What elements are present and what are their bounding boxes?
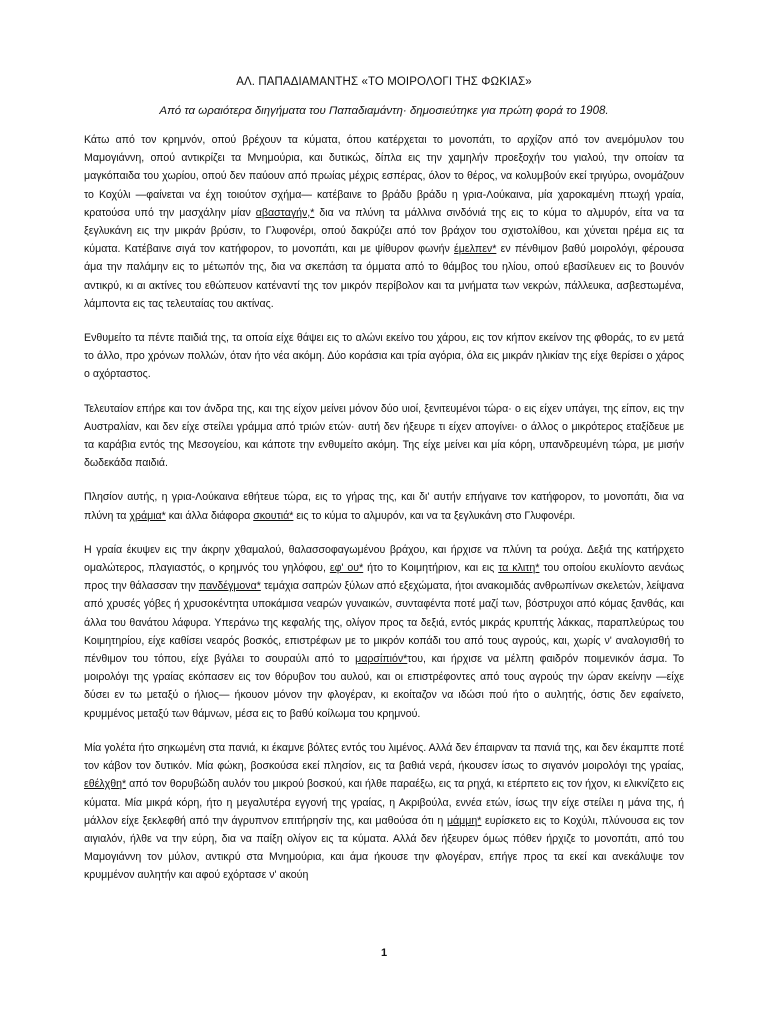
glossary-term: μαρσίπιόν* — [355, 653, 408, 666]
document-title: ΑΛ. ΠΑΠΑΔΙΑΜΑΝΤΗΣ «ΤΟ ΜΟΙΡΟΛΟΓΙ ΤΗΣ ΦΩΚΙΑΣ» — [236, 76, 532, 88]
page-number: 1 — [380, 947, 388, 959]
glossary-term: τα κλιτη* — [498, 562, 540, 575]
paragraph-text: τεμάχια σαπρών ξύλων από εξεχώματα, ήτοι ανακομιδάς ανθρωπίνων σκελετών, λείψανα από χρυσές γόβες ή χρυσοκέντητα υποκάμισα νεαρών γυναικών, συνταφέντα ποτέ μαζί των, βόστρυχοι από κόμας ξανθάς, και άλλα του θανάτου λάφυρα. Υπεράνω της κεφαλής της, ολίγον προς τα δεξιά, εντός μικράς κρυπτής λάκκας, παραπλεύρως του Κοιμητηρίου, είχε καθίσει νεαρός βοσκός, επιστρέφων με το μικρόν κοπάδι του από τους αγρούς, και, χωρίς ν' αναλογισθή το πένθιμον του τόπου, είχε βγάλει το σουραύλι από το — [84, 580, 684, 666]
glossary-term: εφ' ου* — [329, 562, 364, 575]
paragraph — [84, 541, 684, 723]
paragraph-text: και άλλα διάφορα — [165, 509, 254, 522]
glossary-term: έμελπεν* — [454, 243, 497, 256]
paragraph-text: του, και ήρχισε να μέλπη φαιδρόν ποιμενικόν άσμα. Το μοιρολόγι της γραίας εκόπασεν εις τον θόρυβον του αυλού, και οι επιστρέφοντες από τους αγρούς την ώραν εκείνην —είχε δύσει εν τω μεταξύ ο ήλιος— ήκουον μόνον την φλογέραν, κι εκοίταζον να ιδώσι πού ήτο ο αυλητής, όστις δεν εφαίνετο, κρυμμένος μεταξύ των θάμνων, μέσα εις το βαθύ κοίλωμα του κρημνού. — [84, 653, 684, 720]
paragraph-text: εις το κύμα το αλμυρόν, και να τα ξεγλυκάνη στο Γλυφονέρι. — [293, 509, 576, 522]
glossary-term: εθέλχθη* — [84, 778, 127, 791]
paragraph — [84, 329, 684, 384]
paragraph — [84, 488, 684, 524]
glossary-term: χράμια* — [129, 509, 166, 522]
paragraph-text: Ενθυμείτο τα πέντε παιδιά της, τα οποία είχε θάψει εις το αλώνι εκείνο του χάρου, εις τον κήπον εκείνον της φθοράς, το εν μετά το άλλο, προ χρόνων πολλών, όταν ήτο νέα ακόμη. Δύο κοράσια και τρία αγόρια, όλα εις μικράν ηλικίαν της είχε θερίσει ο χάρος ο αχόρταστος. — [84, 332, 684, 381]
document-subtitle: Από τα ωραιότερα διηγήματα του Παπαδιαμάντη· δημοσιεύτηκε για πρώτη φορά το 1908. — [159, 105, 609, 117]
paragraph — [84, 131, 684, 313]
glossary-term: μάμμη* — [446, 814, 482, 827]
paragraph-text: δια να πλύνη τα μάλλινα σινδόνιά της εις το κύμα το αλμυρόν, είτα να τα ξεγλυκάνη εις την μικράν βρύσιν, το Γλυφονέρι, οπού δακρύζει από τον βράχον του σχιστολίθου, και χύνεται ηρέμα εις τα κύματα. Κατέβαινε σιγά τον κατήφορον, το μονοπάτι, και με ψίθυρον φωνήν — [84, 206, 684, 256]
paragraph — [84, 739, 684, 885]
paragraph-text: Πλησίον αυτής, η γρια-Λούκαινα εθήτευε τώρα, εις το γήρας της, και δι' αυτήν επήγαινε τον κατήφορον, το μονοπάτι, δια να πλύνη τα — [84, 491, 684, 522]
paragraph-text: Κάτω από τον κρημνόν, οπού βρέχουν τα κύματα, όπου κατέρχεται το μονοπάτι, το αρχίζον από τον ανεμόμυλον του Μαμογιάννη, οπού αντικρίζει τα Μνημούρια, και δυτικώς, δίπλα εις την χαμηλήν προεξοχήν του γιαλού, την οποίαν τα μαγκόπαιδα του χωρίου, οπού δεν παύουν από πρωίας μέχρις εσπέρας, όλον το θέρος, να κολυμβούν εκεί τριγύρω, ονομάζουν το Κοχύλι —φαίνεται να έχη τοιούτον σχήμα— κατέβαινε το βράδυ βράδυ η γρια-Λούκαινα, μία χαροκαμένη πτωχή γραία, κρατούσα υπό την μασχάλην μίαν — [84, 134, 684, 219]
paragraph-text: του οποίου εκυλίοντο αενάως προς την θάλασσαν την — [84, 562, 684, 593]
paragraph-text: Η γραία έκυψεν εις την άκρην χθαμαλού, θαλασσοφαγωμένου βράχου, και ήρχισε να πλύνη τα ρούχα. Δεξιά της κατήρχετο ομαλώτερος, πλαγιαστός, ο κρημνός του γηλόφου, — [84, 543, 684, 575]
paragraph-text: Μία γολέτα ήτο σηκωμένη στα πανιά, κι έκαμνε βόλτες εντός του λιμένος. Αλλά δεν έπαιρναν τα πανιά της, και δεν έκαμπτε ποτέ τον κάβον τον δυτικόν. Μία φώκη, βοσκούσα εκεί πλησίον, εις τα βαθιά νερά, ήκουσεν ίσως το σιγανόν μοιρολόγι της γραίας, — [84, 741, 684, 773]
paragraph-text: ήτο το Κοιμητήριον, και εις — [363, 562, 499, 575]
glossary-term: αβασταγήν,* — [255, 206, 315, 219]
glossary-term: σκουτιά* — [253, 509, 294, 522]
glossary-term: πανδέγμονα* — [198, 580, 261, 593]
paragraph-text: εν πένθιμον βαθύ μοιρολόγι, φέρουσα άμα την παλάμην εις το μέτωπόν της, δια να σκεπάση τα όμματα από το θάμβος του ηλίου, οπού εβασίλευεν εις το βουνόν αντικρύ, κι αι ακτίνες του εθώπευον κατέναντί της τον μικρόν περίβολον και τα μνήματα των νεκρών, πάλλευκα, ασβεστωμένα, λάμποντα εις τας τελευταίας του ακτίνας. — [84, 243, 684, 310]
paragraph-text: από τον θορυβώδη αυλόν του μικρού βοσκού, και ήλθε παραέξω, εις τα ρηχά, κι ετέρπετο εις τον ήχον, κι ελικνίζετο εις κύματα. Μία μικρά κόρη, ήτο η μεγαλυτέρα εγγονή της γραίας, η Ακριβούλα, εννέα ετών, ίσως την είχε στείλει η μάνα της, ή μάλλον είχε ξεκλεφθή από την άγρυπνον επιτήρησίν της, και μαθούσα ότι η — [84, 778, 684, 827]
paragraph-text: Τελευταίον επήρε και τον άνδρα της, και της είχον μείνει μόνον δύο υιοί, ξενιτευμένοι τώρα· ο εις είχεν υπάγει, της είπον, εις την Αυστραλίαν, και δεν είχε στείλει γράμμα από τριών ετών· αυτή δεν ήξευρε τι είχεν απογίνει· ο άλλος ο μικρότερος εταξίδευε με τα καράβια εντός της Μεσογείου, και κάποτε την ενθυμείτο ακόμη. Της είχε μείνει και μία κόρη, υπανδρευμένη τώρα, με μισήν δωδεκάδα παιδιά. — [84, 402, 684, 470]
paragraph — [84, 400, 684, 473]
document-body — [84, 131, 684, 885]
paragraph-text: ευρίσκετο εις το Κοχύλι, πλύνουσα εις τον αιγιαλόν, ήλθε να την εύρη, δια να παίξη ολίγον εις τα κύματα. Αλλά δεν ήξευρεν όμως πόθεν ήρχιζε το μονοπάτι, από του Μαμογιάννη τον μύλον, αντικρύ στα Μνημούρια, και άμα ήκουσε την φλογέραν, επήγε προς τα εκεί και ανεκάλυψε τον κρυμμένον αυλητήν και αφού εχόρτασε ν' ακούη — [84, 814, 685, 882]
